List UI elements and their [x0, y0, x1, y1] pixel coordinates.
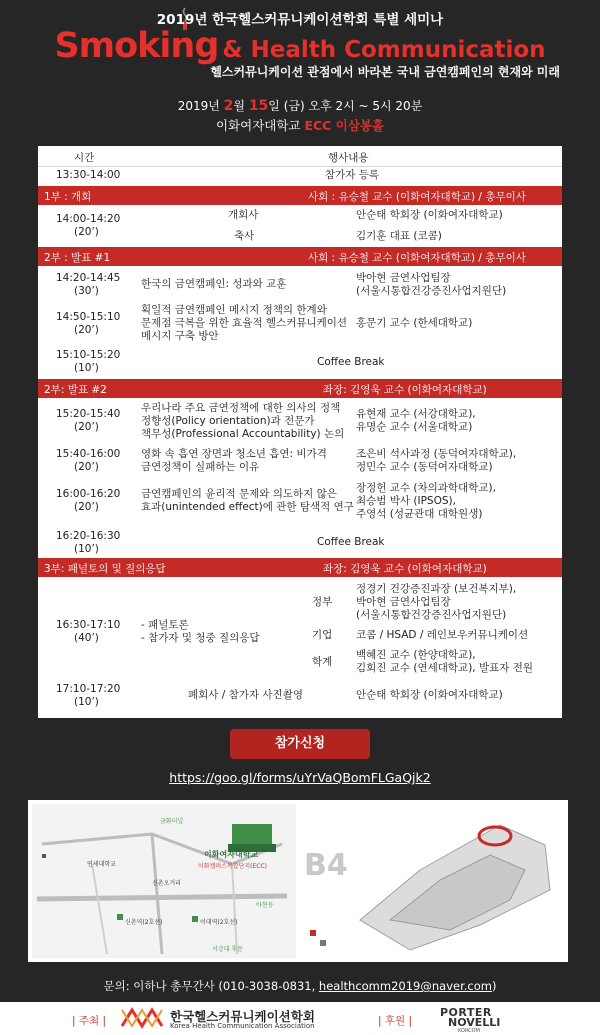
- talk3-duration: (20’): [74, 421, 99, 433]
- host-label: | 주최 |: [72, 1015, 107, 1027]
- contact-suffix: ): [491, 979, 497, 993]
- talk5-title-a: 금연캠페인의 윤리적 문제와 의도하지 않은: [141, 488, 337, 500]
- map-label-ecc: 이화캠퍼스복합단지(ECC): [198, 863, 268, 870]
- contact-prefix: 문의: 이하나 총무간사 (010-3038-0831,: [103, 979, 319, 993]
- talk3-title-a: 우리나라 주요 금연정책에 대한 의사의 정책: [141, 402, 341, 414]
- title-smoking: Smoking: [54, 26, 219, 66]
- part4-chair: 좌장: 김영욱 교수 (이화여자대학교): [323, 563, 487, 575]
- break2-time: 16:20-16:30: [56, 530, 121, 542]
- floor-map: [300, 800, 568, 962]
- divider: [38, 166, 562, 167]
- congrats-speaker: 김기훈 대표 (코콤): [356, 230, 442, 242]
- talk4-speaker-b: 정민수 교수 (동덕여자대학교): [356, 461, 493, 473]
- host-name-ko: 한국헬스커뮤니케이션학회: [170, 1009, 315, 1024]
- part4-bar: [38, 558, 562, 577]
- coffee-break-2: Coffee Break: [317, 536, 385, 548]
- sponsor-name-line3: KORCOM: [458, 1028, 480, 1034]
- sponsor-name-line1: PORTER: [440, 1006, 492, 1019]
- panel-gov-a: 정경기 건강증진과장 (보건복지부),: [356, 583, 517, 595]
- talk3-title-c: 책무성(Professional Accountability) 논의: [141, 428, 345, 440]
- panel-time: 16:30-17:10: [56, 619, 121, 631]
- opening-speech: 개회사: [228, 209, 259, 221]
- part1-bar: [38, 186, 562, 205]
- talk4-title-a: 영화 속 흡연 장면과 청소년 흡연: 비가격: [141, 448, 327, 460]
- talk1-duration: (30’): [74, 285, 99, 297]
- talk1-title: 한국의 금연캠페인: 성과와 교훈: [141, 278, 287, 290]
- talk4-title-b: 금연정책이 실패하는 이유: [141, 461, 260, 473]
- panel-academia-b: 김회진 교수 (연세대학교), 발표자 전원: [356, 662, 534, 674]
- break2-duration: (10’): [74, 543, 99, 555]
- talk3-speaker-a: 유현재 교수 (서강대학교),: [356, 408, 476, 420]
- register-button[interactable]: 참가신청: [230, 729, 370, 759]
- talk4-speaker-a: 조은비 석사과정 (동덕여자대학교),: [356, 448, 517, 460]
- map-label-tunnel: 금화터널: [160, 818, 184, 825]
- table-header: [38, 146, 562, 166]
- talk3-speaker-b: 유명순 교수 (서울대학교): [356, 421, 473, 433]
- schedule-table: [38, 146, 562, 718]
- subtitle: 헬스커뮤니케이션 관점에서 바라본 국내 금연캠페인의 현재와 미래: [210, 65, 560, 79]
- panel-gov-c: (서울시통합건강증진사업지원단): [356, 609, 507, 621]
- talk4-time: 15:40-16:00: [56, 448, 121, 460]
- map-label-ewha: 이화여자대학교: [204, 850, 259, 859]
- talk5-duration: (20’): [74, 501, 99, 513]
- coffee-break-1: Coffee Break: [317, 356, 385, 368]
- date-month: 2: [223, 98, 234, 114]
- map-label-sinchon-junction: 신촌오거리: [152, 880, 181, 887]
- panel-item-discussion: - 패널토론: [141, 619, 189, 631]
- talk5-speaker-a: 장정헌 교수 (차의과학대학교),: [356, 482, 496, 494]
- talk5-title-b: 효과(unintended effect)에 관한 탐색적 연구: [141, 501, 354, 513]
- page-title: [0, 26, 600, 66]
- part4-title: 3부: 패널토의 및 질의응답: [44, 563, 166, 575]
- congrats-speech: 축사: [234, 230, 255, 242]
- registration-label: 참가자 등록: [325, 169, 380, 181]
- header: [0, 0, 600, 85]
- talk5-speaker-b: 최승범 박사 (IPSOS),: [356, 495, 456, 507]
- host-name-en: Korea Health Communication Association: [170, 1022, 315, 1030]
- talk3-title-b: 정향성(Policy orientation)과 전문가: [141, 415, 315, 427]
- maps-panel: [28, 800, 568, 962]
- part3-title: 2부: 발표 #2: [44, 384, 107, 396]
- map-label-sinchon-stn: 신촌역(2호선): [125, 919, 163, 926]
- event-venue: [0, 116, 600, 134]
- part2-chair: 사회 : 유승철 교수 (이화여자대학교) / 총무이사: [308, 252, 526, 264]
- opening-speaker: 안순태 학회장 (이화여자대학교): [356, 209, 503, 221]
- contact-email[interactable]: healthcomm2019@naver.com: [318, 979, 492, 993]
- closing-duration: (10’): [74, 696, 99, 708]
- talk2-title-a: 획일적 금연캠페인 메시지 정책의 한계와: [141, 304, 327, 316]
- campus-map: [32, 804, 296, 958]
- date-suffix: 일 (금) 오후 2시 ~ 5시 20분: [268, 99, 423, 113]
- part1-chair: 사회 : 유승철 교수 (이화여자대학교) / 총무이사: [308, 191, 526, 203]
- talk5-speaker-c: 주영석 (성균관대 대학원생): [356, 508, 483, 520]
- sponsor-label: | 후원 |: [378, 1015, 413, 1027]
- date-mid: 월: [233, 99, 249, 113]
- col-event: 행사내용: [328, 152, 369, 164]
- panel-duration: (40’): [74, 632, 99, 644]
- sponsor-name-line2: NOVELLI: [448, 1016, 501, 1029]
- title-health-communication: & Health Communication: [222, 37, 546, 63]
- panel-gov-b: 박아현 금연사업팀장: [356, 596, 451, 608]
- part1-time: 14:00-14:20: [56, 213, 121, 225]
- talk2-title-b: 문제점 극복을 위한 효율적 헬스커뮤니케이션: [141, 317, 348, 329]
- event-date: [0, 97, 600, 114]
- map-label-sogang: 서강대 후문: [212, 946, 243, 953]
- panel-academia-a: 백혜진 교수 (한양대학교),: [356, 649, 476, 661]
- closing-speaker: 안순태 학회장 (이화여자대학교): [356, 689, 503, 701]
- floor-b4-label: B4: [304, 848, 348, 883]
- map-label-yonsei: 연세대학교: [87, 861, 116, 868]
- talk2-speaker: 홍문기 교수 (한세대학교): [356, 317, 473, 329]
- footer: [0, 1002, 600, 1035]
- contact-info: [0, 978, 600, 994]
- panel-group-government: 정부: [312, 596, 333, 608]
- date-prefix: 2019년: [177, 99, 224, 113]
- talk2-time: 14:50-15:10: [56, 311, 121, 323]
- talk2-duration: (20’): [74, 324, 99, 336]
- map-label-ahyeon: 아현동: [256, 902, 274, 909]
- closing-time: 17:10-17:20: [56, 683, 121, 695]
- registration-time: 13:30-14:00: [56, 169, 121, 181]
- part1-duration: (20’): [74, 226, 99, 238]
- part2-title: 2부 : 발표 #1: [44, 252, 111, 264]
- panel-group-academia: 학계: [312, 656, 333, 668]
- talk1-speaker-a: 박아현 금연사업팀장: [356, 272, 451, 284]
- break1-duration: (10’): [74, 362, 99, 374]
- closing-label: 폐회사 / 참가자 사진촬영: [188, 689, 303, 701]
- panel-group-industry: 기업: [312, 629, 333, 641]
- part2-bar: [38, 247, 562, 266]
- panel-industry-a: 코콤 / HSAD / 레인보우커뮤니케이션: [356, 629, 529, 641]
- talk5-time: 16:00-16:20: [56, 488, 121, 500]
- talk1-speaker-b: (서울시통합건강증진사업지원단): [356, 285, 507, 297]
- seminar-label: 2019년 한국헬스커뮤니케이션학회 특별 세미나: [156, 12, 444, 28]
- association-logo-icon: [120, 1006, 164, 1030]
- break1-time: 15:10-15:20: [56, 349, 121, 361]
- date-day: 15: [248, 98, 269, 114]
- talk3-time: 15:20-15:40: [56, 408, 121, 420]
- venue-prefix: 이화여자대학교: [215, 118, 305, 133]
- map-label-ewha-stn: 이대역(2호선): [200, 919, 238, 926]
- talk4-duration: (20’): [74, 461, 99, 473]
- talk1-time: 14:20-14:45: [56, 272, 121, 284]
- registration-link[interactable]: https://goo.gl/forms/uYrVaQBomFLGaQjk2: [169, 770, 431, 785]
- part1-title: 1부 : 개회: [44, 191, 92, 203]
- panel-item-qa: - 참가자 및 청중 질의응답: [141, 632, 260, 644]
- part3-bar: [38, 379, 562, 398]
- venue-hall: ECC 이삼봉홀: [304, 118, 385, 133]
- col-time: 시간: [74, 152, 95, 164]
- part3-chair: 좌장: 김영욱 교수 (이화여자대학교): [323, 384, 487, 396]
- talk2-title-c: 메시지 구축 방안: [141, 330, 219, 342]
